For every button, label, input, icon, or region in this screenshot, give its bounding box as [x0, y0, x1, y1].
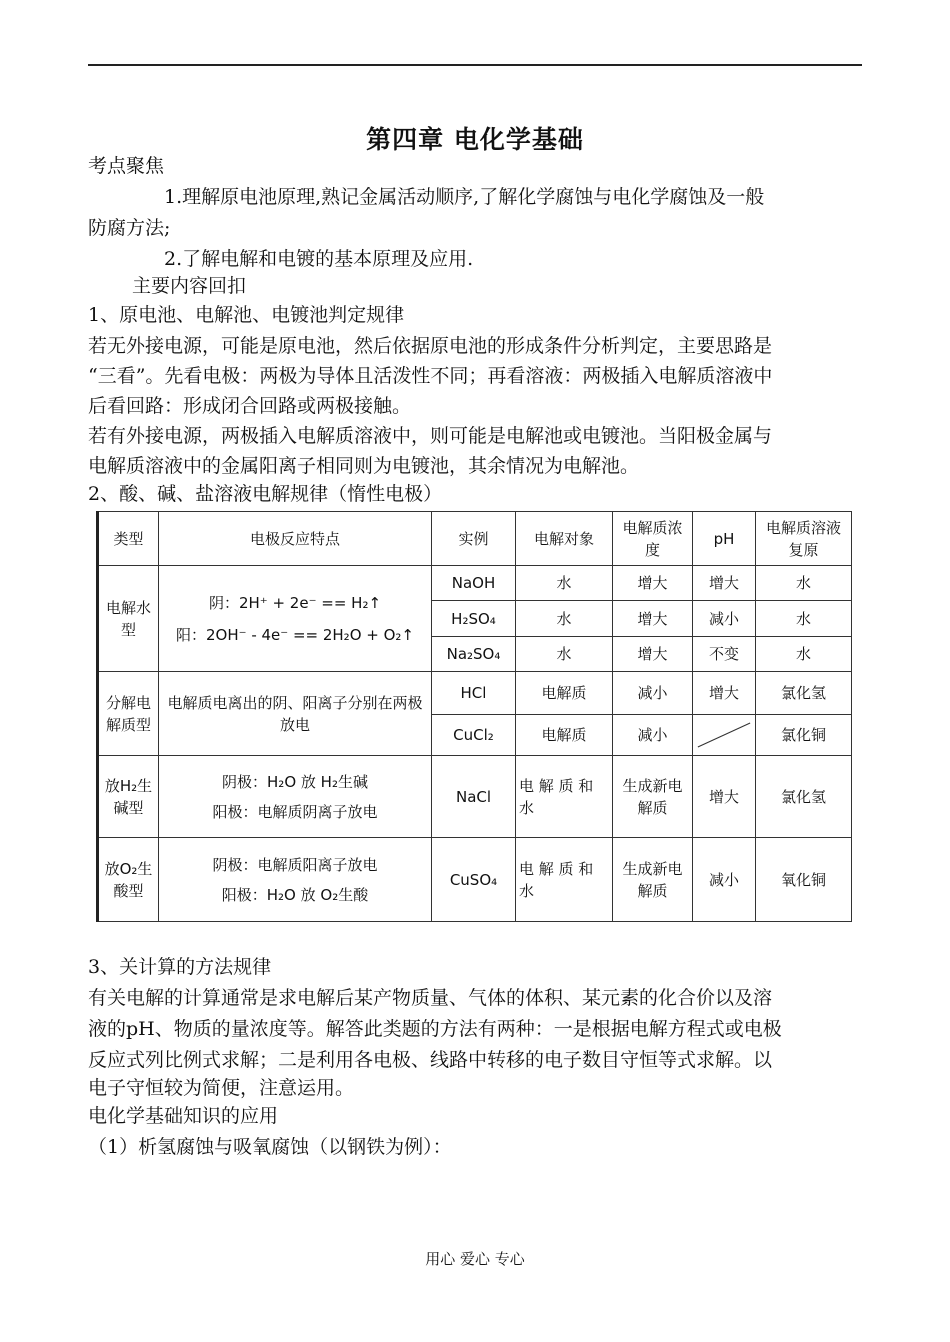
object-cell: 电解质 [516, 715, 613, 756]
feature-line: 阳：2OH⁻ - 4e⁻ == 2H₂O + O₂↑ [176, 625, 414, 644]
concentration-cell: 减小 [613, 715, 693, 756]
header-cell: pH [693, 512, 756, 566]
feature-line: 阴极：电解质阳离子放电 [212, 855, 378, 874]
feature-cell [159, 566, 432, 672]
page-footer: 用心 爱心 专心 [425, 1250, 525, 1268]
paragraph-line: 若有外接电源，两极插入电解质溶液中，则可能是电解池或电镀池。当阳极金属与 [88, 425, 773, 447]
object-cell: 水 [516, 637, 613, 672]
table-row [98, 566, 852, 601]
header-cell: 实例 [432, 512, 516, 566]
ph-cell: 减小 [693, 601, 756, 637]
concentration-cell: 增大 [613, 637, 693, 672]
feature-line: 阳极：H₂O 放 O₂生酸 [221, 885, 369, 904]
example-cell: CuCl₂ [432, 715, 516, 756]
paragraph-line: 电子守恒较为简便，注意运用。 [88, 1077, 355, 1099]
feature-line: 阳极：电解质阴离子放电 [212, 802, 378, 821]
example-cell: CuSO₄ [432, 838, 516, 922]
section-heading: 2、酸、碱、盐溶液电解规律（惰性电极） [88, 483, 443, 505]
example-cell: NaCl [432, 756, 516, 838]
restore-cell: 水 [756, 601, 852, 637]
restore-cell: 水 [756, 637, 852, 672]
type-cell: 电解水型 [98, 566, 159, 672]
concentration-cell: 生成新电解质 [613, 838, 693, 922]
header-cell: 电解质溶液复原 [756, 512, 852, 566]
header-cell: 类型 [98, 512, 159, 566]
concentration-cell: 减小 [613, 672, 693, 715]
ph-cell: 减小 [693, 838, 756, 922]
type-cell: 放O₂生酸型 [98, 838, 159, 922]
table-row [98, 756, 852, 838]
restore-cell: 氧化铜 [756, 838, 852, 922]
page-title: 第四章 电化学基础 [366, 125, 584, 154]
restore-cell: 氯化铜 [756, 715, 852, 756]
paragraph-line: 1.理解原电池原理,熟记金属活动顺序,了解化学腐蚀与电化学腐蚀及一般 [164, 186, 765, 208]
paragraph-line: “三看”。先看电极：两极为导体且活泼性不同；再看溶液：两极插入电解质溶液中 [88, 365, 773, 387]
header-rule [88, 64, 862, 66]
ph-cell: 增大 [693, 672, 756, 715]
concentration-cell: 增大 [613, 601, 693, 637]
table-header-row [98, 512, 852, 566]
paragraph-line: 防腐方法; [88, 217, 171, 239]
ph-cell: 增大 [693, 566, 756, 601]
restore-cell: 氯化氢 [756, 672, 852, 715]
concentration-cell: 增大 [613, 566, 693, 601]
object-cell: 水 [516, 601, 613, 637]
ph-cell-empty [693, 715, 756, 756]
object-cell: 电 解 质 和 水 [516, 756, 613, 838]
header-cell: 电解对象 [516, 512, 613, 566]
restore-cell: 水 [756, 566, 852, 601]
object-cell: 水 [516, 566, 613, 601]
table-row [98, 838, 852, 922]
restore-cell: 氯化氢 [756, 756, 852, 838]
section-heading: 主要内容回扣 [132, 275, 247, 297]
header-cell: 电解质浓度 [613, 512, 693, 566]
feature-line: 阴极：H₂O 放 H₂生碱 [222, 772, 368, 791]
object-cell: 电解质 [516, 672, 613, 715]
feature-cell [159, 838, 432, 922]
object-cell: 电 解 质 和 水 [516, 838, 613, 922]
example-cell: H₂SO₄ [432, 601, 516, 637]
concentration-cell: 生成新电解质 [613, 756, 693, 838]
paragraph-line: 有关电解的计算通常是求电解后某产物质量、气体的体积、某元素的化合价以及溶 [88, 987, 773, 1009]
electrolysis-rules-table [96, 511, 850, 920]
section-heading: 1、原电池、电解池、电镀池判定规律 [88, 304, 405, 326]
ph-cell: 不变 [693, 637, 756, 672]
type-cell: 放H₂生碱型 [98, 756, 159, 838]
paragraph-line: 若无外接电源，可能是原电池，然后依据原电池的形成条件分析判定，主要思路是 [88, 335, 773, 357]
paragraph-line: 2.了解电解和电镀的基本原理及应用. [164, 248, 474, 270]
example-cell: NaOH [432, 566, 516, 601]
paragraph-line: （1）析氢腐蚀与吸氧腐蚀（以钢铁为例）： [88, 1136, 452, 1158]
paragraph-line: 反应式列比例式求解；二是利用各电极、线路中转移的电子数目守恒等式求解。以 [88, 1049, 773, 1071]
table-row [98, 672, 852, 715]
paragraph-line: 液的pH、物质的量浓度等。解答此类题的方法有两种：一是根据电解方程式或电极 [88, 1018, 782, 1040]
diagonal-slash-icon [696, 721, 752, 749]
section-heading: 3、关计算的方法规律 [88, 956, 272, 978]
paragraph-line: 后看回路：形成闭合回路或两极接触。 [88, 395, 412, 417]
section-heading: 考点聚焦 [88, 155, 165, 177]
feature-cell: 电解质电离出的阴、阳离子分别在两极放电 [159, 672, 432, 756]
type-cell: 分解电解质型 [98, 672, 159, 756]
section-heading: 电化学基础知识的应用 [88, 1105, 279, 1127]
ph-cell: 增大 [693, 756, 756, 838]
example-cell: HCl [432, 672, 516, 715]
feature-cell [159, 756, 432, 838]
example-cell: Na₂SO₄ [432, 637, 516, 672]
feature-line: 阴：2H⁺ + 2e⁻ == H₂↑ [208, 593, 382, 612]
paragraph-line: 电解质溶液中的金属阳离子相同则为电镀池，其余情况为电解池。 [88, 455, 640, 477]
header-cell: 电极反应特点 [159, 512, 432, 566]
